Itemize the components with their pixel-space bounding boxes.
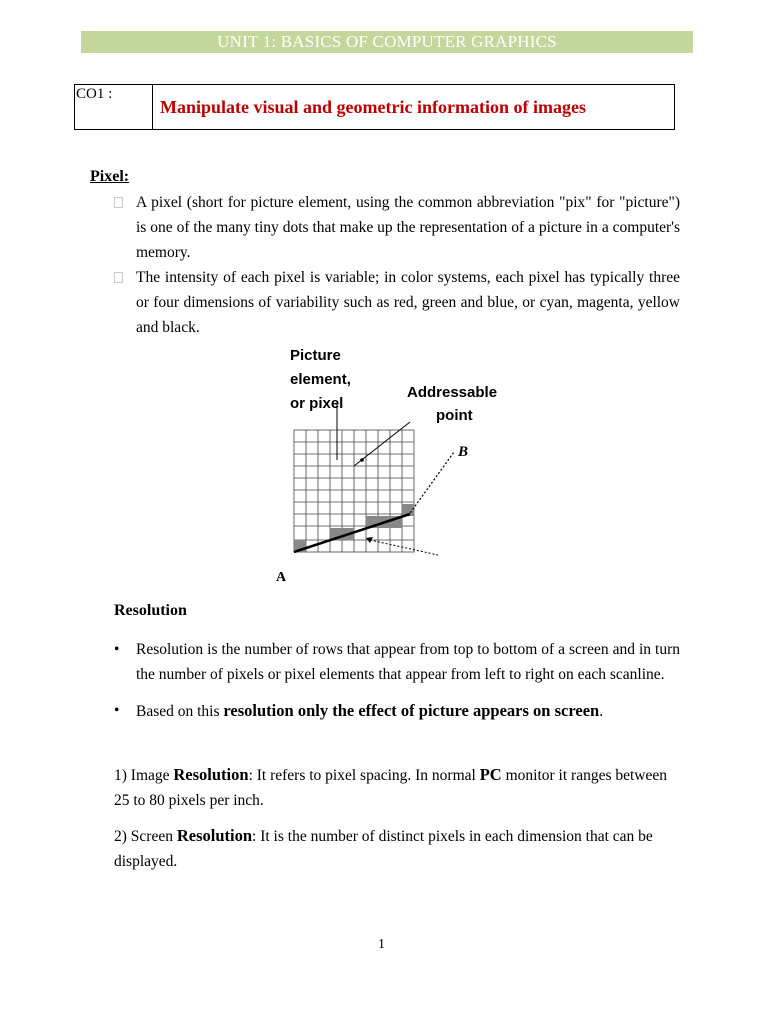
- co-label: CO1 :: [75, 85, 153, 129]
- co-text: Manipulate visual and geometric information of images: [160, 97, 586, 117]
- image-res-middle: : It refers to pixel spacing. In normal: [248, 767, 480, 784]
- screen-resolution-paragraph: [114, 823, 674, 874]
- label-addressable-line1: Addressable: [407, 384, 498, 401]
- bullet2-suffix: .: [599, 703, 604, 720]
- label-addressable-line2: point: [436, 407, 473, 424]
- addressable-point: [360, 458, 364, 462]
- dotted-reflect-line: [370, 540, 438, 555]
- resolution-bullet-text: Resolution is the number of rows that appear from top to bottom of a screen and in turn the number of pixels or pixel elements that appear from left to right on each scanline.: [136, 641, 680, 683]
- resolution-heading: Resolution: [114, 602, 187, 619]
- bullet2-bold: resolution only the effect of picture appears on screen: [223, 701, 600, 720]
- figure-label-picture: [290, 347, 355, 412]
- label-b: B: [458, 444, 469, 460]
- image-res-suffix: monitor it ranges between 25 to 80 pixels per inch.: [114, 767, 668, 809]
- figure-label-addressable: [407, 384, 501, 424]
- bullet-dot-icon: •: [114, 702, 120, 719]
- checkbox-bullet-icon: [114, 197, 123, 208]
- bullet2-prefix: Based on this: [136, 703, 224, 720]
- resolution-bullet-list: [114, 637, 680, 735]
- image-res-prefix: 1) Image: [114, 767, 174, 784]
- header-bar: [81, 31, 693, 53]
- resolution-bullet: [114, 637, 680, 687]
- pixel-grid-figure: [270, 340, 520, 590]
- pixel-bullet-text: The intensity of each pixel is variable; in color systems, each pixel has typically three or four dimensions of variability such as red, green and blue, or cyan, magenta, yellow and black.: [136, 269, 680, 336]
- image-resolution-paragraph: [114, 762, 674, 813]
- bullet-dot-icon: •: [114, 641, 120, 658]
- label-a: A: [276, 570, 287, 585]
- line-a-to-point: [294, 514, 410, 552]
- checkbox-bullet-icon: [114, 272, 123, 283]
- resolution-bullet: [114, 698, 680, 724]
- image-res-term: Resolution: [173, 765, 249, 784]
- screen-res-term: Resolution: [176, 826, 253, 845]
- image-res-pc: PC: [479, 765, 502, 784]
- pixel-bullet-text: A pixel (short for picture element, using the common abbreviation "pix" for "picture") is one of the many tiny dots that make up the representation of a picture in a computer's memory.: [136, 194, 680, 261]
- screen-res-suffix: : It is the number of distinct pixels in each dimension that can be displayed.: [114, 828, 653, 870]
- pixel-heading: Pixel:: [90, 168, 130, 185]
- label-picture-line2: element,: [290, 371, 351, 388]
- course-outcome-box: [74, 84, 675, 130]
- label-picture-line1: Picture: [290, 347, 341, 364]
- page-number: 1: [378, 937, 385, 952]
- pixel-bullet: [114, 190, 680, 265]
- pixel-bullet-list: [114, 190, 680, 340]
- label-picture-line3: or pixel: [290, 395, 344, 412]
- screen-res-prefix: 2) Screen: [114, 828, 177, 845]
- line-to-b: [408, 452, 454, 516]
- pixel-bullet: [114, 265, 680, 340]
- header-title: UNIT 1: BASICS OF COMPUTER GRAPHICS: [217, 32, 557, 51]
